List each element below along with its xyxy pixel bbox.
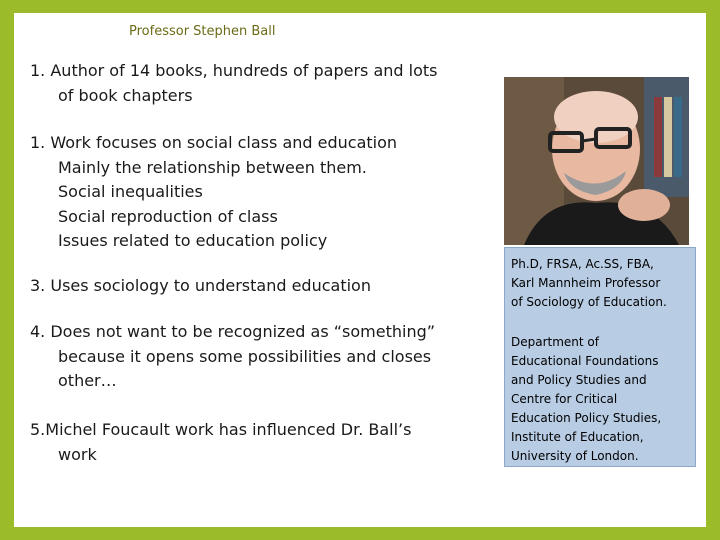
credentials-line: of Sociology of Education. [511, 295, 667, 309]
list-item-line: Mainly the relationship between them. [58, 157, 367, 177]
slide-title: Professor Stephen Ball [129, 24, 276, 39]
affiliation-line: Educational Foundations [511, 354, 659, 368]
list-item [30, 274, 371, 299]
affiliation-line: Centre for Critical [511, 392, 618, 406]
list-item-line: work [58, 444, 97, 464]
slide [14, 13, 706, 527]
portrait-photo [504, 77, 689, 245]
list-item [30, 131, 397, 254]
affiliation-line: Department of [511, 335, 599, 349]
list-item [30, 418, 411, 467]
credentials-line: Ph.D, FRSA, Ac.SS, FBA, [511, 257, 654, 271]
list-item-line: 4. Does not want to be recognized as “something” [30, 322, 436, 341]
list-item-line: Issues related to education policy [58, 231, 328, 250]
list-item-line: of book chapters [58, 85, 193, 105]
credentials-text [511, 255, 689, 312]
list-item-line: Social inequalities [58, 182, 203, 201]
affiliation-line: University of London. [511, 449, 639, 463]
affiliation-line: and Policy Studies and [511, 373, 647, 387]
list-item-line: 1. Author of 14 books, hundreds of papers and lots [30, 61, 438, 80]
list-item-line: because it opens some possibilities and closes [58, 346, 432, 366]
affiliation-line: Institute of Education, [511, 430, 644, 444]
list-item-line: Social reproduction of class [58, 206, 278, 226]
bio-info-box [504, 247, 696, 467]
list-item [30, 59, 438, 108]
list-item-line: 1. Work focuses on social class and education [30, 133, 398, 152]
list-item-line: other… [58, 371, 117, 390]
list-item [30, 320, 435, 394]
portrait-illustration [504, 77, 689, 245]
affiliation-line: Education Policy Studies, [511, 411, 662, 425]
list-item-line: 5.Michel Foucault work has influenced Dr. Ball’s [30, 420, 412, 439]
credentials-line: Karl Mannheim Professor [511, 276, 661, 290]
affiliation-text [511, 333, 689, 466]
list-item-line: 3. Uses sociology to understand education [30, 276, 371, 295]
